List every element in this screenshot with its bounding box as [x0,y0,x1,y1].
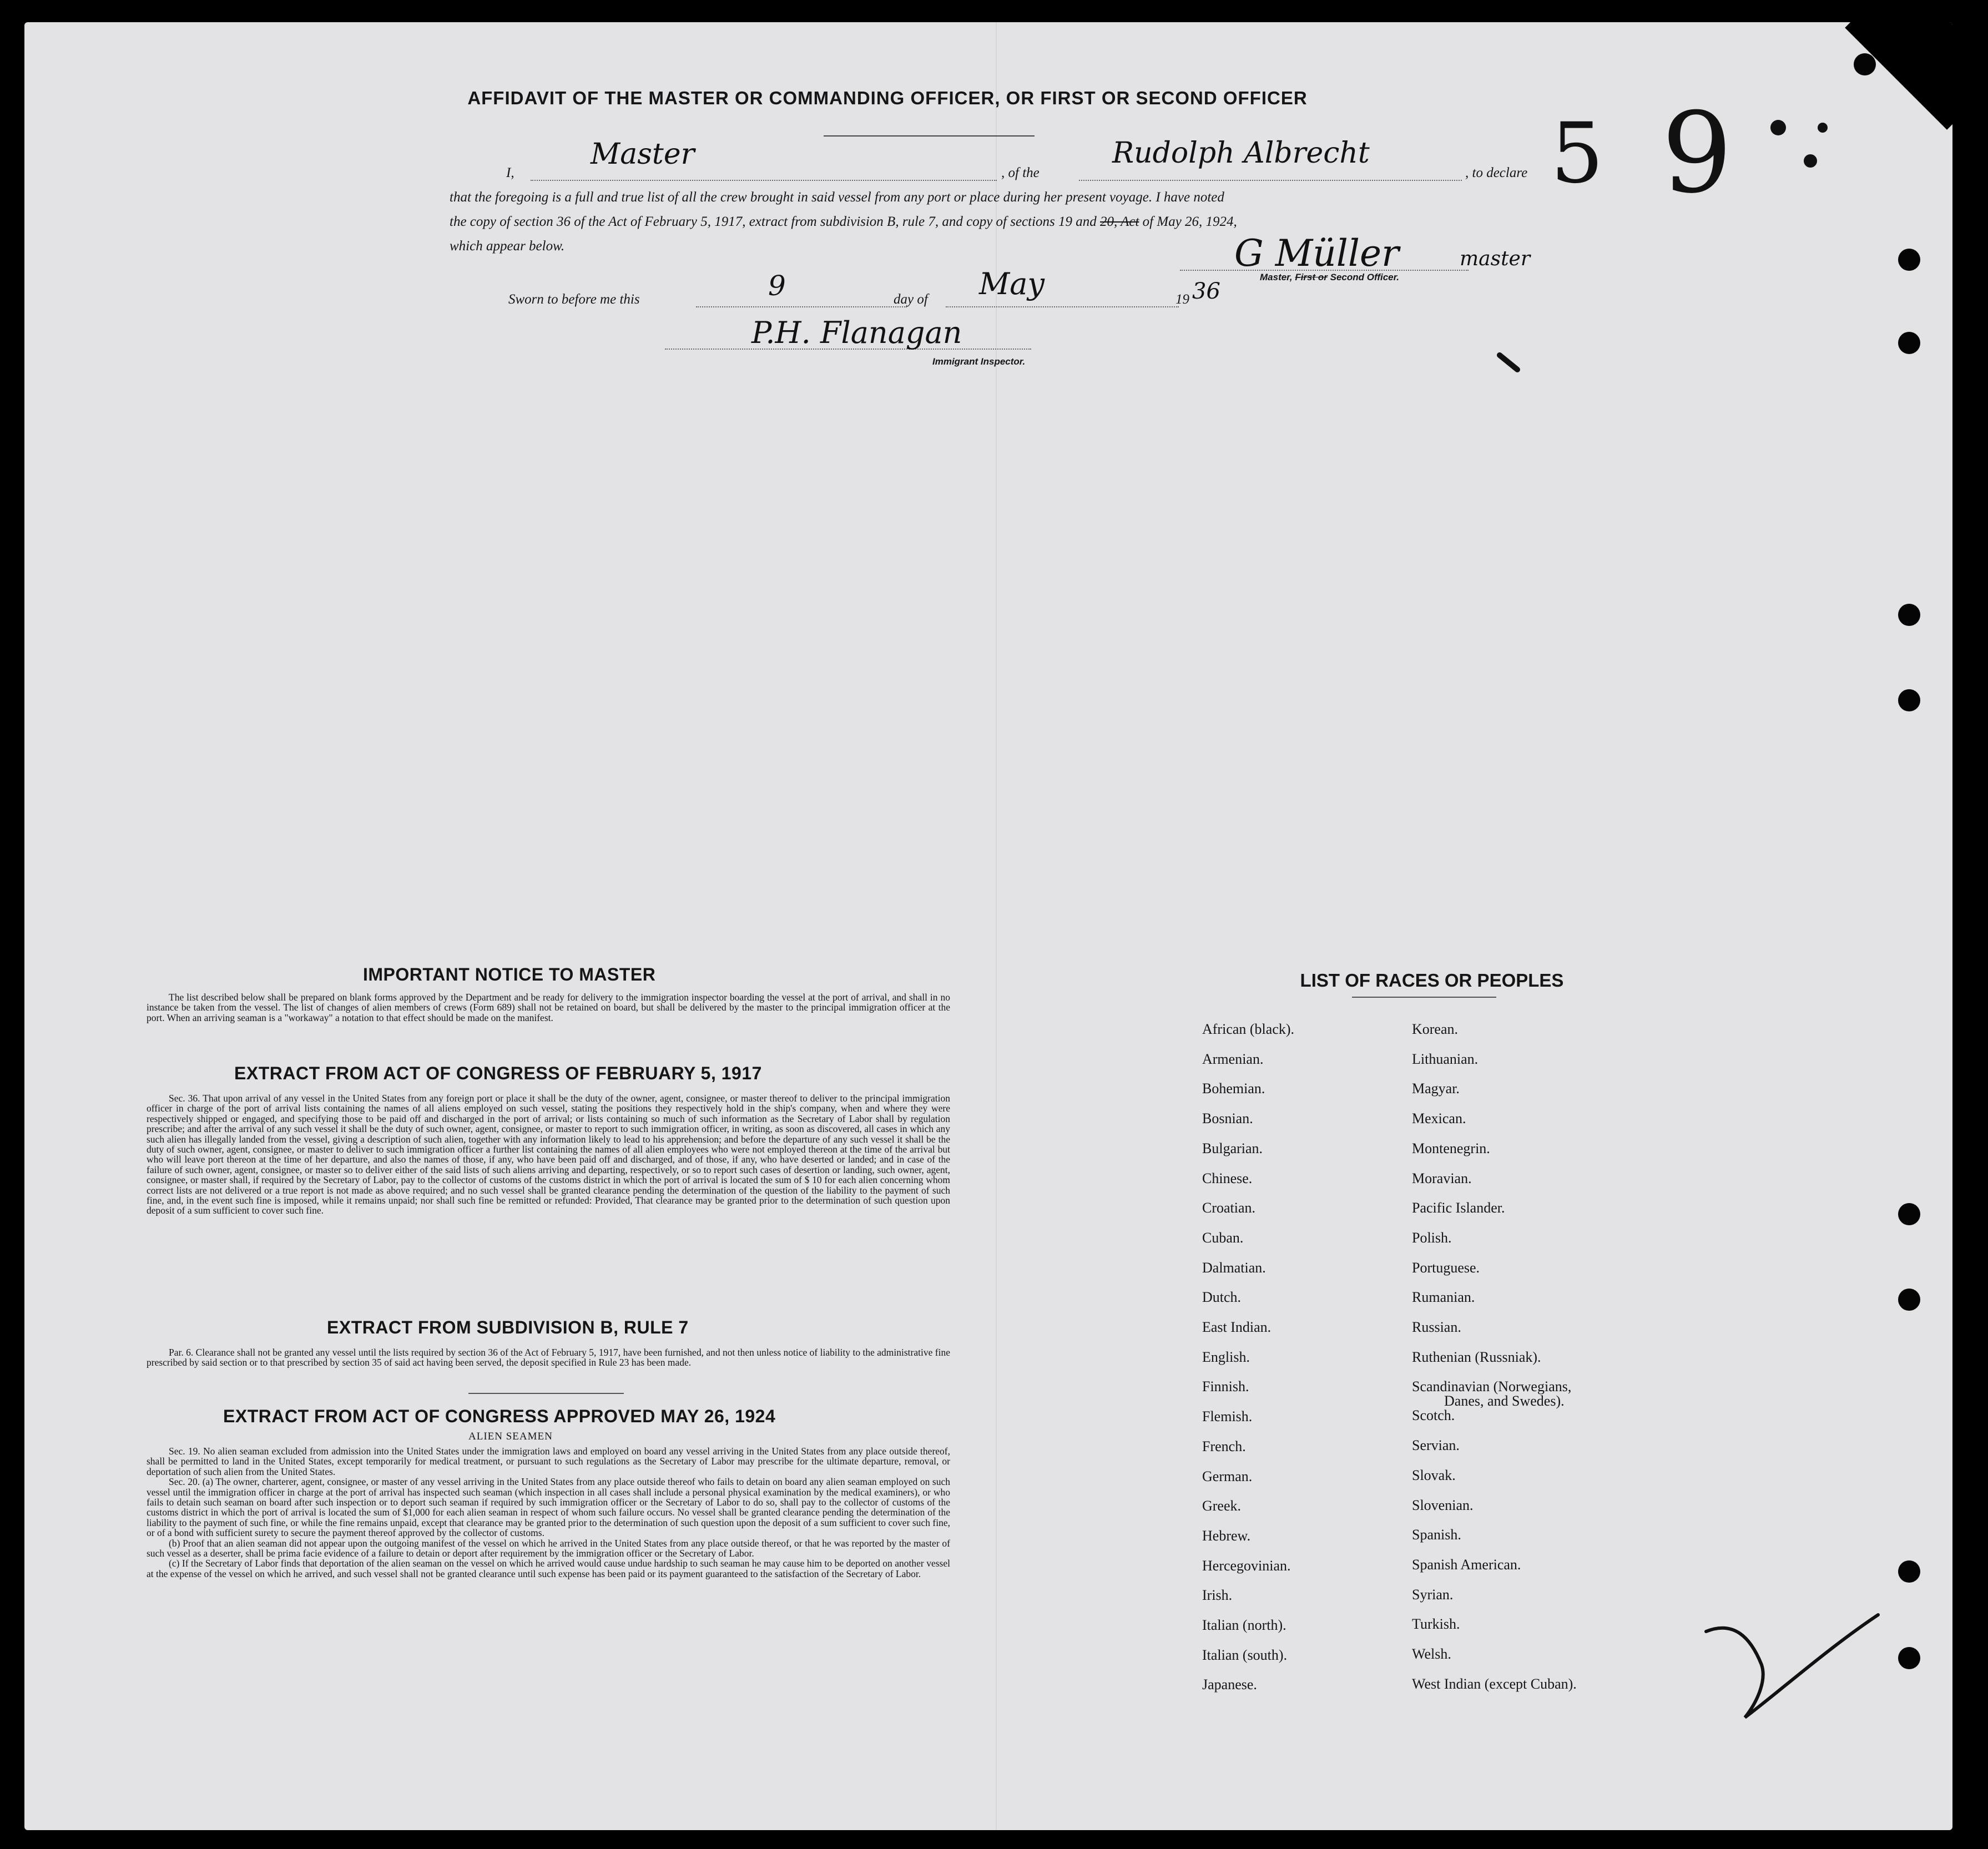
race-left-item: Armenian. [1202,1050,1264,1067]
year-handwritten: 36 [1192,279,1220,304]
race-left-item: Finnish. [1202,1378,1249,1395]
race-left-item: Greek. [1202,1498,1242,1514]
race-left-item: Dutch. [1202,1289,1242,1306]
race-right-item: Scotch. [1412,1407,1455,1424]
race-right-item: Spanish American. [1412,1556,1521,1573]
races-title: LIST OF RACES OR PEOPLES [1300,970,1564,991]
affidavit-title: AFFIDAVIT OF THE MASTER OR COMMANDING OFFICER, OR FIRST OR SECOND OFFICER [467,88,1308,108]
punch-hole [1898,1647,1920,1669]
race-left-item: Chinese. [1202,1170,1253,1186]
race-left-item: German. [1202,1468,1253,1484]
extract-1917-title: EXTRACT FROM ACT OF CONGRESS OF FEBRUARY 5, 1917 [234,1063,762,1083]
race-right-item: Spanish. [1412,1527,1461,1543]
ink-dash [1495,350,1528,377]
race-left-item: Italian (south). [1202,1646,1288,1663]
title-rule [824,135,1035,137]
punch-hole [1854,53,1876,75]
notice-text: The list described below shall be prepared on blank forms approved by the Department and be ready for delivery to the immigration inspector boarding the vessel at the port of arrival, and shall in no instance be taken from the vessel. The list of changes of alien members of crews (Form 689) shall not be retained on board, but shall be delivered by the master to the principal immigration officer at the port. When an arriving seaman is a "workaway" a notation to that effect should be made on the manifest. [147,992,950,1023]
day-handwritten: 9 [768,270,786,302]
race-right-item: Syrian. [1412,1586,1454,1603]
master-signature: G Müller [1234,232,1399,275]
race-left-item: Hercegovinian. [1202,1557,1291,1574]
race-right-item: Rumanian. [1412,1289,1475,1306]
race-left-item: Irish. [1202,1587,1233,1604]
race-left-item: East Indian. [1202,1319,1271,1335]
race-left-item: Italian (north). [1202,1617,1286,1633]
race-left-item: Croatian. [1202,1200,1256,1216]
page-number-left: 5 [1551,105,1604,202]
punch-hole [1898,604,1920,626]
vessel-field-line [1079,180,1462,181]
signature-caption: Master, First or Second Officer. [1260,272,1400,282]
race-right-item: Ruthenian (Russniak). [1412,1348,1541,1365]
signature-role-handwritten: master [1460,247,1531,270]
race-right-item: Welsh. [1412,1646,1451,1662]
race-left-item: Flemish. [1202,1408,1253,1425]
race-right-item: West Indian (except Cuban). [1412,1675,1577,1692]
ink-blot [1756,105,1845,172]
extract-1917-text: Sec. 36. That upon arrival of any vessel in the United States from any foreign port or place it shall be the duty of the owner, agent, consignee, or master thereof to deliver to the principal immigration officer in charge of the port of arrival lists containing the names of all aliens employed on such vessel, stating the positions they respectively hold in the ship's company, when and where they were respectively shipped or engaged, and specifying those to be paid off and discharged in the port of arrival; or lists containing so much of such information as the Secretary of Labor shall by regulation prescribe; and after the arrival of any such vessel it shall be the duty of such owner, agent, consignee, or master to report to such immigration officer, in writing, as soon as discovered, all cases in which any such alien has illegally landed from the vessel, giving a description of such alien, together with any information likely to lead to his apprehension; and before the departure of any such vessel it shall be the duty of such owner, agent, consignee, or master to deliver to such immigration officer a further list containing the names of all alien employees who were not employed thereon at the time of the arrival but who will leave port thereon at the time of her departure, and also the names of those, if any, who have been paid off and discharged, and of those, if any, who have deserted or landed; and in case of the failure of such owner, agent, consignee, or master so to deliver either of the said lists of such aliens arriving and departing, respectively, or so to report such cases of desertion or landing, such owner, agent, consignee, or master shall, if required by the Secretary of Labor, pay to the collector of customs of the customs district in which the port of arrival is located the sum of $ 10 for each alien concerning whom correct lists are not delivered or a true report is not made as above required; and no such vessel shall be granted clearance pending the determination of the question of the liability to the payment of such fine, and, in the event such fine is imposed, while it remains unpaid; nor shall such fine be remitted or refunded: Provided, That clearance may be granted prior to the determination of such question upon deposit of a sum sufficient to cover such fine. [147,1093,950,1216]
race-left-item: French. [1202,1438,1246,1454]
race-right-item: Scandinavian (Norwegians, [1412,1378,1572,1395]
race-right-item: Turkish. [1412,1616,1460,1633]
extract-1924-title: EXTRACT FROM ACT OF CONGRESS APPROVED MAY 26, 1924 [223,1406,776,1426]
to-declare-label: , to declare [1465,165,1528,180]
race-right-item: Slovak. [1412,1467,1456,1483]
race-left-item: Bulgarian. [1202,1140,1263,1156]
race-right-item: Pacific Islander. [1412,1200,1505,1216]
sworn-label: Sworn to before me this [508,292,640,307]
extract-1924-text: Sec. 19. No alien seaman excluded from admission into the United States under the immigration laws and employed on board any vessel arriving in the United States from any place outside thereof, shall be permitted to land in the United States, except temporarily for medical treatment, or pursuant to such regulations as the Secretary of Labor may prescribe for the ultimate departure, removal, or deportation of such alien from the United States. Sec. 20. (a) The owner, charterer, agent, consignee, or master of any vessel arriving in the United States from any place outside thereof who fails to detain on board any alien seaman employed on such vessel until the immigration officer in charge at the port of arrival has inspected such seaman (which inspection in all cases shall include a personal physical examination by the medical examiners), or who fails to detain such seaman on board after such inspection or to deport such seaman if required by such immigration officer or the Secretary of Labor to do so, shall pay to the collector of customs of the customs district in which the port of arrival is located the sum of $1,000 for each alien seaman in respect of whom such failure occurs. No vessel shall be granted clearance pending the determination of the liability to the payment of such fine, or while the fine remains unpaid, except that clearance may be granted prior to the determination of such question upon the deposit of a sum sufficient to cover such fine, or of a bond with sufficient surety to secure the payment thereof approved by the collector of customs. (b) Proof that an alien seaman did not appear upon the outgoing manifest of the vessel on which he arrived in the United States from any place outside thereof, or that he was reported by the master of such vessel as a deserter, shall be prima facie evidence of a failure to detain or deport after requirement by the immigration officer or the Secretary of Labor. (c) If the Secretary of Labor finds that deportation of the alien seaman on the vessel on which he arrived would cause undue hardship to such seaman he may cause him to be deported on another vessel at the expense of the vessel on which he arrived, and such vessel shall not be granted clearance until such expense has been paid or its payment guaranteed to the satisfaction of the Secretary of Labor. [147,1446,950,1579]
race-right-item: Slovenian. [1412,1497,1474,1513]
punch-hole [1898,689,1920,711]
struck-text: 20, Act [1100,214,1139,229]
officer-field-line [531,180,997,181]
of-the-label: , of the [1001,165,1040,180]
inspector-signature: P.H. Flanagan [751,315,962,350]
month-field-line [946,306,1179,307]
race-left-item: Cuban. [1202,1229,1244,1246]
subdivision-b-title: EXTRACT FROM SUBDIVISION B, RULE 7 [327,1317,689,1337]
subdivision-b-text: Par. 6. Clearance shall not be granted any vessel until the lists required by section 36 of the Act of February 5, 1917, have been furnished, and not then unless notice of liability to the administrative fine prescribed by said section or to that prescribed by section 35 of said act having been served, the deposit specified in Rule 23 has been made. [147,1347,950,1368]
punch-hole [1898,1203,1920,1225]
races-title-rule [1352,997,1496,998]
punch-hole [1898,249,1920,271]
day-of-label: day of [894,292,928,307]
race-right-item: Portuguese. [1412,1259,1480,1276]
vessel-name-handwritten: Rudolph Albrecht [1112,137,1370,170]
race-right-item: Polish. [1412,1229,1452,1246]
punch-hole [1898,1289,1920,1311]
page-number-right: 9 [1662,89,1733,218]
alien-seamen-subtitle: ALIEN SEAMEN [468,1431,553,1442]
race-left-item: English. [1202,1348,1250,1365]
month-handwritten: May [979,266,1045,301]
race-right-item: Moravian. [1412,1170,1472,1186]
race-right-item: Magyar. [1412,1080,1460,1097]
affidavit-line-2: that the foregoing is a full and true list of all the crew brought in said vessel from any port or place during her present voyage. I have noted [450,190,1224,205]
check-mark [1701,1598,1889,1731]
race-right-item: Servian. [1412,1437,1460,1454]
punch-hole [1898,332,1920,354]
race-left-item: Bosnian. [1202,1110,1253,1127]
inspector-caption: Immigrant Inspector. [932,356,1026,367]
notice-title: IMPORTANT NOTICE TO MASTER [363,964,656,984]
race-left-item: Japanese. [1202,1676,1257,1693]
race-right-item: Lithuanian. [1412,1050,1479,1067]
document-page [24,22,1952,1830]
race-left-item: Hebrew. [1202,1527,1251,1544]
affidavit-line-3: the copy of section 36 of the Act of February 5, 1917, extract from subdivision B, rule 7, and copy of sections 19 and 20, Act of May 26, 1924, [450,214,1237,229]
race-right-item: Montenegrin. [1412,1140,1490,1156]
race-left-item: Bohemian. [1202,1080,1265,1097]
officer-title-handwritten: Master [591,138,695,171]
day-field-line [696,306,907,307]
affidavit-line-4: which appear below. [450,239,565,254]
race-right-item: Russian. [1412,1319,1461,1335]
section-divider [468,1393,624,1394]
race-right-item: Mexican. [1412,1110,1466,1127]
year-prefix: 19 [1175,292,1189,307]
i-label: I, [506,165,514,180]
torn-corner [1845,22,1952,130]
race-left-item: Dalmatian. [1202,1259,1266,1276]
race-right-item: Danes, and Swedes). [1444,1393,1565,1410]
punch-hole [1898,1560,1920,1583]
race-right-item: Korean. [1412,1021,1459,1037]
race-left-item: African (black). [1202,1021,1295,1037]
